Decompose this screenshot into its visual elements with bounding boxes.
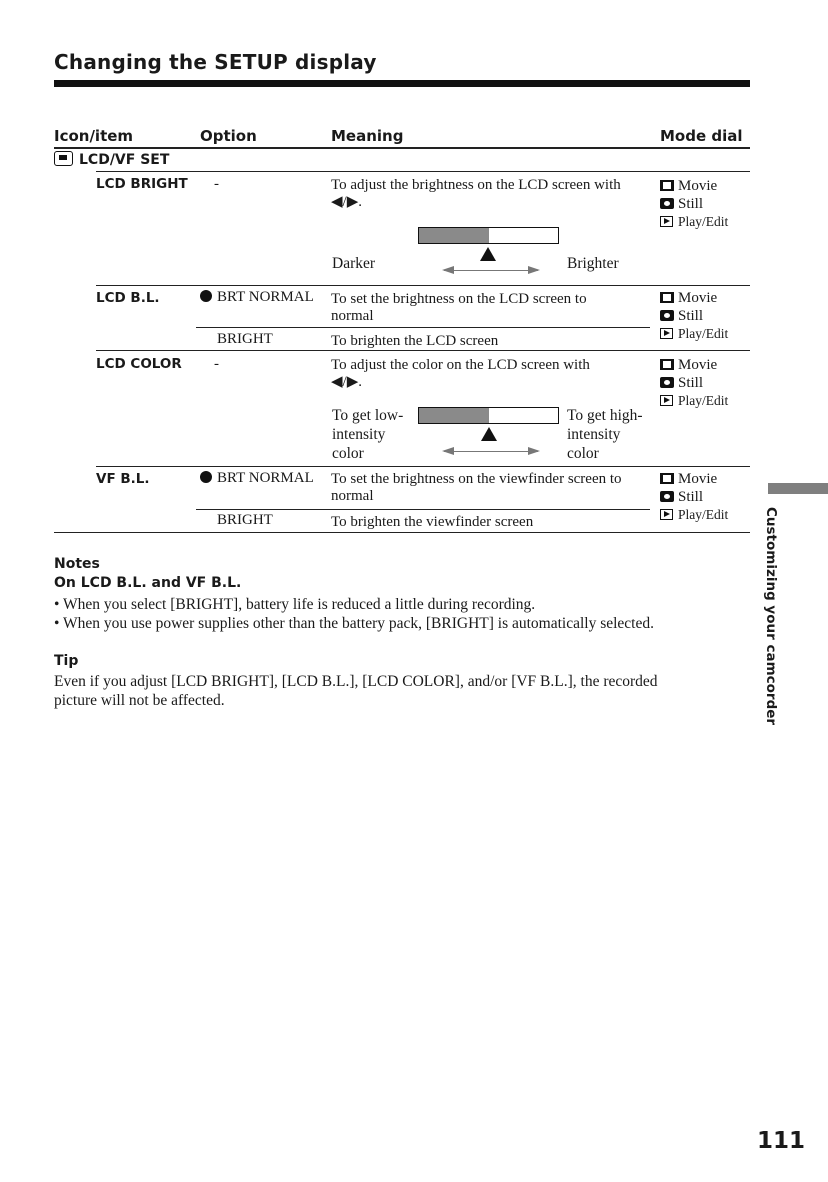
meaning-lcd-color-line1: To adjust the color on the LCD screen with <box>331 357 590 373</box>
meaning-line2: normal <box>331 488 374 504</box>
left-right-arrow <box>444 270 538 271</box>
group-label: LCD/VF SET <box>79 152 170 168</box>
side-label-text: Customizing your camcorder <box>763 507 779 726</box>
notes-bullet-2: • When you use power supplies other than the battery pack, [BRIGHT] is automatically selected. <box>54 615 654 632</box>
meaning-line1: To set the brightness on the viewfinder screen to <box>331 471 622 487</box>
meaning-lcd-bright <box>331 177 621 211</box>
meaning-line2: normal <box>331 308 374 324</box>
movie-icon <box>660 292 674 303</box>
low-line3: color <box>332 445 364 462</box>
item-vf-bl: VF B.L. <box>96 471 150 487</box>
row-rule <box>96 466 750 467</box>
header-option: Option <box>200 127 257 145</box>
play-edit-icon <box>660 509 673 520</box>
mode-lcd-bright <box>660 177 728 231</box>
default-setting-dot <box>200 290 212 302</box>
option-lcd-bright: - <box>214 176 219 192</box>
header-mode-dial: Mode dial <box>660 127 743 145</box>
brightness-level-fill <box>419 228 489 243</box>
page-number: 111 <box>757 1128 806 1154</box>
page-title: Changing the SETUP display <box>54 50 377 74</box>
section-tab-marker <box>768 483 828 494</box>
sub-row-rule <box>196 327 650 328</box>
color-level-fill <box>419 408 489 423</box>
mode-movie: Movie <box>678 290 718 306</box>
movie-icon <box>660 180 674 191</box>
section-side-label <box>763 507 783 726</box>
mode-lcd-bl <box>660 289 728 343</box>
meaning-vf-bl-normal <box>331 471 622 505</box>
option-vf-bl-bright: BRIGHT <box>217 512 273 528</box>
option-label: BRT NORMAL <box>217 289 314 305</box>
notes-heading: Notes <box>54 556 100 572</box>
mode-still: Still <box>678 308 704 324</box>
mode-lcd-color <box>660 356 728 410</box>
option-lcd-bl-normal <box>200 289 314 306</box>
group-rule <box>96 171 750 172</box>
low-line1: To get low- <box>332 407 404 424</box>
still-camera-icon <box>660 491 674 502</box>
tip-line2: picture will not be affected. <box>54 692 225 709</box>
high-line1: To get high- <box>567 407 643 424</box>
tip-heading: Tip <box>54 653 79 669</box>
brightness-level-bar <box>418 227 559 244</box>
meaning-lcd-bright-line2: ◀/▶. <box>331 194 362 210</box>
label-brighter: Brighter <box>567 255 619 272</box>
meaning-vf-bl-bright: To brighten the viewfinder screen <box>331 514 534 530</box>
high-line2: intensity <box>567 426 621 443</box>
high-line3: color <box>567 445 599 462</box>
mode-vf-bl <box>660 470 728 524</box>
item-lcd-color: LCD COLOR <box>96 356 182 372</box>
label-low-intensity <box>332 406 403 463</box>
item-lcd-bl: LCD B.L. <box>96 290 160 306</box>
tip-line1: Even if you adjust [LCD BRIGHT], [LCD B.L.], [LCD COLOR], and/or [VF B.L.], the recorded <box>54 673 658 690</box>
mode-movie: Movie <box>678 471 718 487</box>
color-level-bar <box>418 407 559 424</box>
movie-icon <box>660 359 674 370</box>
meaning-lcd-bright-line1: To adjust the brightness on the LCD screen with <box>331 177 621 193</box>
mode-play-edit: Play/Edit <box>678 214 729 229</box>
default-setting-dot <box>200 471 212 483</box>
option-label: BRT NORMAL <box>217 470 314 486</box>
mode-movie: Movie <box>678 357 718 373</box>
group-lcd-vf-set <box>54 151 169 168</box>
mode-still: Still <box>678 375 704 391</box>
item-lcd-bright: LCD BRIGHT <box>96 176 188 192</box>
mode-still: Still <box>678 196 704 212</box>
mode-play-edit: Play/Edit <box>678 507 729 522</box>
sub-row-rule <box>196 509 650 510</box>
meaning-lcd-color-line2: ◀/▶. <box>331 374 362 390</box>
header-meaning: Meaning <box>331 127 404 145</box>
notes-subheading: On LCD B.L. and VF B.L. <box>54 575 242 591</box>
meaning-lcd-bl-bright: To brighten the LCD screen <box>331 333 499 349</box>
option-lcd-bl-bright: BRIGHT <box>217 331 273 347</box>
meaning-line1: To set the brightness on the LCD screen to <box>331 291 587 307</box>
level-indicator-triangle <box>480 247 496 261</box>
level-indicator-triangle <box>481 427 497 441</box>
still-camera-icon <box>660 310 674 321</box>
low-line2: intensity <box>332 426 386 443</box>
mode-play-edit: Play/Edit <box>678 326 729 341</box>
title-rule <box>54 80 750 87</box>
notes-bullet-1: • When you select [BRIGHT], battery life is reduced a little during recording. <box>54 596 536 613</box>
left-right-arrow <box>444 451 538 452</box>
table-bottom-rule <box>54 532 750 533</box>
movie-icon <box>660 473 674 484</box>
label-darker: Darker <box>332 255 376 272</box>
play-edit-icon <box>660 328 673 339</box>
header-rule <box>54 147 750 149</box>
row-rule <box>96 285 750 286</box>
play-edit-icon <box>660 216 673 227</box>
still-camera-icon <box>660 377 674 388</box>
lcd-vf-set-icon <box>54 151 73 166</box>
meaning-lcd-color <box>331 357 590 391</box>
still-camera-icon <box>660 198 674 209</box>
play-edit-icon <box>660 395 673 406</box>
label-high-intensity <box>567 406 643 463</box>
option-vf-bl-normal <box>200 470 314 487</box>
mode-movie: Movie <box>678 178 718 194</box>
tip-text <box>54 672 754 710</box>
header-icon-item: Icon/item <box>54 127 134 145</box>
mode-play-edit: Play/Edit <box>678 393 729 408</box>
row-rule <box>96 350 750 351</box>
meaning-lcd-bl-normal <box>331 291 587 325</box>
mode-still: Still <box>678 489 704 505</box>
option-lcd-color: - <box>214 356 219 372</box>
